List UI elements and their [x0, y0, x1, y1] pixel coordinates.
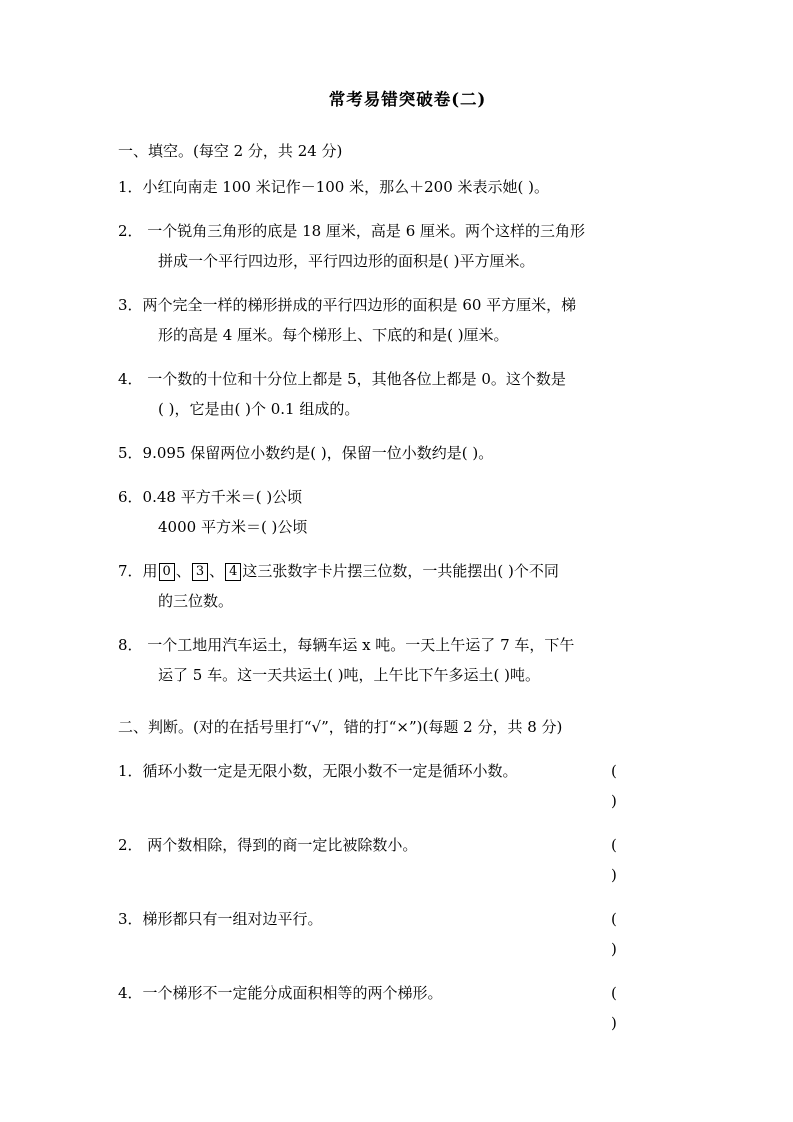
judge-item-1-answer-box[interactable]: ( ) [611, 762, 645, 810]
question-6-line-1: 6．0.48 平方千米＝( )公顷 [118, 488, 303, 506]
judge-item-2-text: 2． 两个数相除，得到的商一定比被除数小。 [118, 836, 418, 854]
section-heading-fill-in-blank: 一、填空。(每空 2 分，共 24 分) [118, 142, 343, 160]
digit-card-0: 0 [159, 563, 175, 581]
question-7-separator-2: 、 [209, 562, 225, 580]
judge-item-4-answer-box[interactable]: ( ) [611, 984, 645, 1032]
question-7-separator-1: 、 [175, 562, 191, 580]
question-2-line-1: 2． 一个锐角三角形的底是 18 厘米，高是 6 厘米。两个这样的三角形 [118, 222, 586, 240]
question-7-line-2: 的三位数。 [158, 592, 234, 610]
question-5-line-1: 5．9.095 保留两位小数约是( )，保留一位小数约是( )。 [118, 444, 494, 462]
question-7-prefix: 7．用 [118, 562, 158, 580]
question-5 [118, 438, 697, 468]
judge-item-1-text: 1．循环小数一定是无限小数，无限小数不一定是循环小数。 [118, 762, 518, 780]
question-4 [118, 364, 697, 424]
question-8 [118, 630, 697, 690]
question-1-line-1: 1．小红向南走 100 米记作－100 米，那么＋200 米表示她( )。 [118, 178, 549, 196]
question-4-line-1: 4． 一个数的十位和十分位上都是 5，其他各位上都是 0。这个数是 [118, 370, 566, 388]
judge-item-3 [118, 904, 697, 964]
question-7-suffix: 这三张数字卡片摆三位数，一共能摆出( )个不同 [242, 562, 559, 580]
digit-card-3: 3 [192, 563, 208, 581]
question-7-line-1 [118, 556, 697, 586]
digit-card-4: 4 [225, 563, 241, 581]
question-8-line-1: 8． 一个工地用汽车运土，每辆车运 x 吨。一天上午运了 7 车，下午 [118, 636, 575, 654]
judge-item-2-answer-box[interactable]: ( ) [611, 836, 645, 884]
judge-item-4 [118, 978, 697, 1038]
judge-item-3-answer-box[interactable]: ( ) [611, 910, 645, 958]
question-4-line-2: ( )，它是由( )个 0.1 组成的。 [158, 400, 360, 418]
question-3-line-2: 形的高是 4 厘米。每个梯形上、下底的和是( )厘米。 [158, 326, 509, 344]
judge-item-4-text: 4．一个梯形不一定能分成面积相等的两个梯形。 [118, 984, 443, 1002]
section-heading-true-false: 二、判断。(对的在括号里打“√”，错的打“×”)(每题 2 分，共 8 分) [118, 718, 563, 736]
question-8-line-2: 运了 5 车。这一天共运土( )吨，上午比下午多运土( )吨。 [158, 666, 541, 684]
page-title: 常考易错突破卷(二) [328, 90, 487, 109]
question-3 [118, 290, 697, 350]
question-6 [118, 482, 697, 542]
question-2-line-2: 拼成一个平行四边形，平行四边形的面积是( )平方厘米。 [158, 252, 535, 270]
judge-item-2 [118, 830, 697, 890]
judge-item-1 [118, 756, 697, 816]
question-6-line-2: 4000 平方米＝( )公顷 [158, 518, 308, 536]
judge-item-3-text: 3．梯形都只有一组对边平行。 [118, 910, 323, 928]
question-1 [118, 172, 697, 202]
question-3-line-1: 3．两个完全一样的梯形拼成的平行四边形的面积是 60 平方厘米，梯 [118, 296, 577, 314]
question-2 [118, 216, 697, 276]
question-7 [118, 556, 697, 616]
